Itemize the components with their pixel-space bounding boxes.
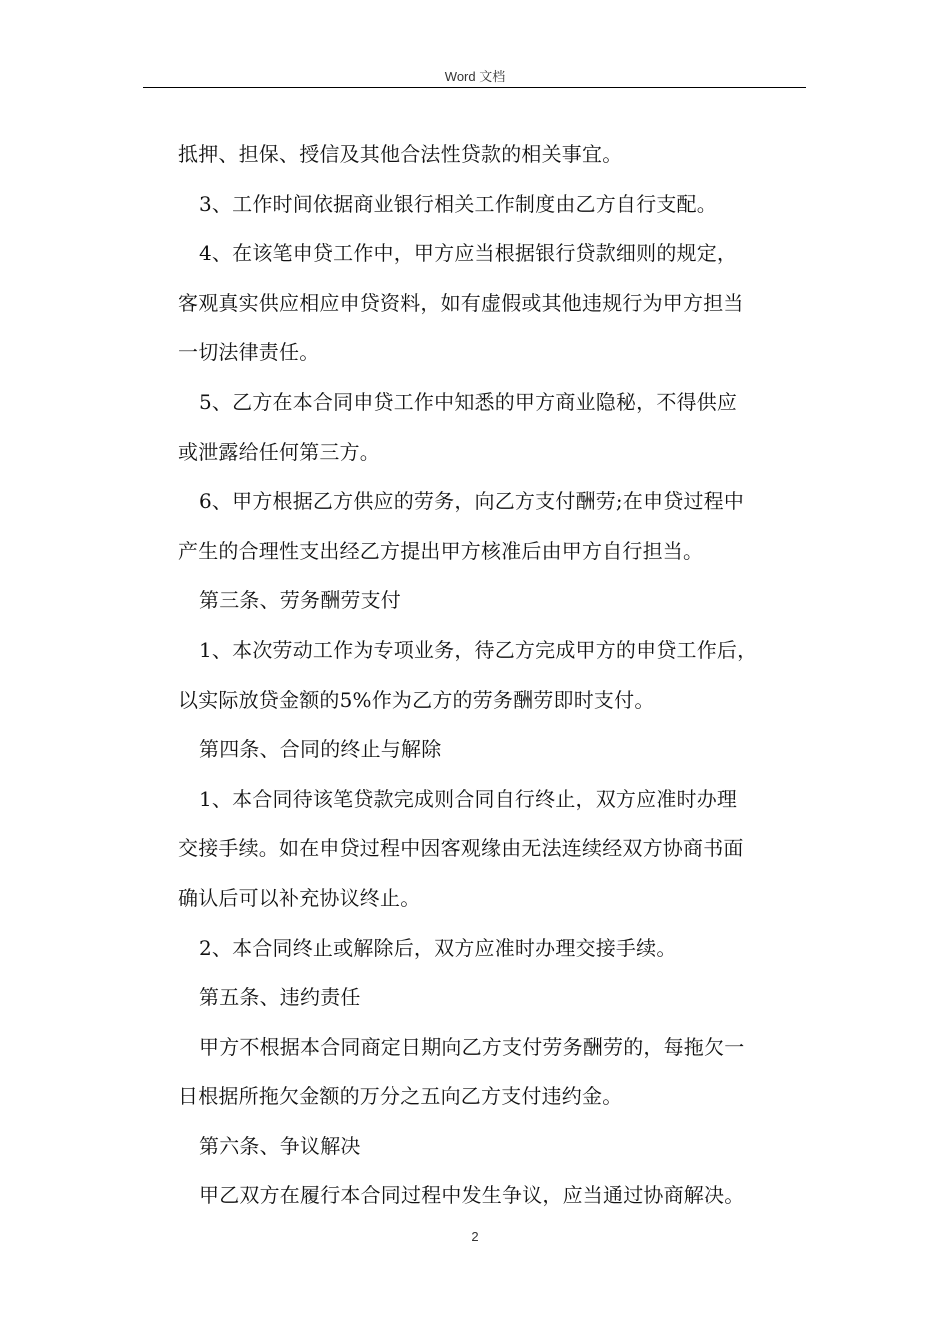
text-line: 6、甲方根据乙方供应的劳务，向乙方支付酬劳;在申贷过程中 xyxy=(199,489,745,514)
section-heading: 第四条、合同的终止与解除 xyxy=(199,737,442,762)
document-body xyxy=(178,130,806,1221)
text-line: 交接手续。如在申贷过程中因客观缘由无法连续经双方协商书面 xyxy=(178,836,744,861)
text-line: 日根据所拖欠金额的万分之五向乙方支付违约金。 xyxy=(178,1084,623,1109)
text-line: 抵押、担保、授信及其他合法性贷款的相关事宜。 xyxy=(178,142,623,166)
section-heading: 第三条、劳务酬劳支付 xyxy=(199,588,401,613)
text-line: 甲方不根据本合同商定日期向乙方支付劳务酬劳的，每拖欠一 xyxy=(199,1034,745,1059)
page-number: 2 xyxy=(471,1229,479,1244)
text-line: 4、在该笔申贷工作中，甲方应当根据银行贷款细则的规定， xyxy=(199,241,738,266)
text-line: 1、本合同待该笔贷款完成则合同自行终止，双方应准时办理 xyxy=(199,786,738,811)
text-line: 甲乙双方在履行本合同过程中发生争议，应当通过协商解决。 xyxy=(199,1183,745,1208)
header-divider xyxy=(143,87,806,88)
text-line: 或泄露给任何第三方。 xyxy=(178,439,380,464)
text-line: 3、工作时间依据商业银行相关工作制度由乙方自行支配。 xyxy=(199,191,717,216)
text-line: 产生的合理性支出经乙方提出甲方核准后由甲方自行担当。 xyxy=(178,538,704,563)
section-heading: 第六条、争议解决 xyxy=(199,1133,361,1158)
text-line: 以实际放贷金额的5%作为乙方的劳务酬劳即时支付。 xyxy=(178,687,655,712)
text-line: 客观真实供应相应申贷资料，如有虚假或其他违规行为甲方担当 xyxy=(178,290,744,315)
section-heading: 第五条、违约责任 xyxy=(199,985,361,1010)
text-line: 2、本合同终止或解除后，双方应准时办理交接手续。 xyxy=(199,935,677,960)
text-line: 一切法律责任。 xyxy=(178,340,320,365)
page-header-title: Word 文档 xyxy=(444,69,506,84)
text-line: 1、本次劳动工作为专项业务，待乙方完成甲方的申贷工作后， xyxy=(199,637,758,662)
text-line: 确认后可以补充协议终止。 xyxy=(178,885,421,910)
text-line: 5、乙方在本合同申贷工作中知悉的甲方商业隐秘，不得供应 xyxy=(199,389,738,414)
